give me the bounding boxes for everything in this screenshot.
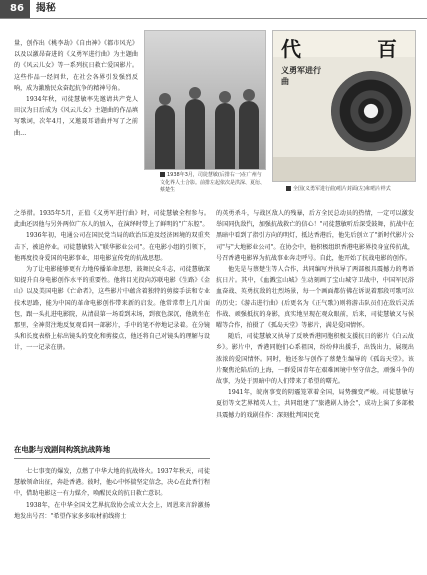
paragraph: 随后，司徒慧敏又执导了反映香港同胞积极支援抗日的影片《白云故乡》。影片中，香港同胞们心系祖国，纷纷伸出援手，出钱出力，展现出浓浓的爱国情怀。同时，他还参与创作了蔡楚生编导的《孤岛天堂》。该片聚焦沦陷后的上海，一群爱国青年在艰难困境中坚守信念，顽强斗争的故事，为处于黑暗中的人们带来了希望的曙光。 bbox=[216, 333, 414, 386]
section-heading: 在电影与戏剧间构筑抗战阵地 bbox=[14, 444, 210, 459]
left-after-heading-column bbox=[14, 466, 210, 522]
page-number: 86 bbox=[0, 0, 30, 18]
header-rule bbox=[0, 18, 427, 19]
person-head bbox=[159, 93, 171, 105]
page-header bbox=[0, 0, 427, 18]
paragraph: 七七事变的爆发，点燃了中华大地的抗战烽火。1937年秋天，司徒慧敏领命出征，奔赴香港。彼时，他心中怀揣坚定信念，决心在此香行程中，借助电影这一有力媒介，唤醒民众的抗日救亡意识。 bbox=[14, 468, 210, 498]
photo1-caption: 1938年3月，司徒慧敏(后排右一)在广州与文化界人士合影。前排左起依次是洪深、夏衍、蔡楚生 bbox=[160, 172, 266, 193]
left-main-column bbox=[14, 208, 210, 354]
paragraph: 他先是与蔡楚生等人合作，共同编写并执导了两部极具震撼力的粤语抗日片。其中，《血溅宝山城》生动刻画了宝山城守卫战中，中国军民浴血奋战、英勇抗敌的壮烈场景，每一个画面都仿佛在诉说着那段可歌可泣的历史；《游击进行曲》(后更名为《正气歌》)则将游击队员们在敌后灵活作战、顽强抵抗的身影，真实地呈现在观众眼前，后来，司徒慧敏又与侯曜等合作，拍摄了《孤岛天堂》等影片，满是爱国情怀。 bbox=[216, 266, 414, 330]
paragraph: 1938年，在中华全国文艺界抗敌协会成立大会上，周恩来言辞激扬地发出号召："希望作家多多取材前线将士 bbox=[14, 501, 210, 520]
poster-char: 代 bbox=[281, 37, 301, 61]
paragraph: 之举措。1935年5月，正值《义勇军进行曲》时，司徒慧敏全程参与。此曲还因他与另外两位广东人的加入，在演绎时带上了鲜明的"广东腔"。 bbox=[14, 210, 210, 229]
person-figure bbox=[155, 105, 175, 169]
poster-title-band bbox=[273, 31, 415, 61]
person-head bbox=[189, 87, 201, 99]
record-disc bbox=[331, 71, 411, 151]
paragraph: 为了让电影能够更有力地传播革命思想，鼓舞民众斗志，司徒慧敏深知提升自身电影创作水平的重要性。他将目光投向苏联电影《生路》《金山》以及美国电影《亡命者》，这些影片中蕴含着独特的剪接手法和专业技术思路，能为中国的革命电影创作带来新的启发。他常常带上几片面包，跟一头扎进电影院，从清晨第一场看到末场，到夜色深沉，他就坐在那里，全神贯注地反复观看同一部影片，手中的笔不停地记录着。在分镜头和长度表格上标出镜头的变化和剪接点，他还将自己对镜头的理解与设计，一一记录在册。 bbox=[14, 266, 210, 352]
person-figure bbox=[185, 99, 205, 169]
left-top-column bbox=[14, 38, 138, 139]
paragraph: 量，创作出《桃李劫》《自由神》《都市风光》以及以激昂奋进的《义勇军进行曲》为主题曲的《风云儿女》等一系列抗日救亡爱国影片。这些作品一经问世，在社会各界引发强烈反响，成为激励民众奋起抗争的精神号角。 bbox=[14, 40, 138, 92]
group-photo bbox=[144, 30, 266, 170]
section-title: 揭秘 bbox=[35, 3, 56, 14]
poster-vertical-text: 义勇军进行曲 bbox=[281, 65, 321, 86]
paragraph: 1941年，皖南事变的阴霾笼罩着全国，局势骤变严峻。司徒慧敏与夏衍等文艺界精英人士，共同组建了"旅港剧人协会"，成功上演了多部极具震撼力的戏剧佳作：深刻批判国民党 bbox=[216, 389, 414, 419]
photo2-caption: 全国(义勇军进行曲)唱片封面(左)和唱片样式 bbox=[286, 186, 414, 194]
person-figure bbox=[239, 101, 259, 169]
right-column bbox=[216, 208, 414, 421]
caption-marker bbox=[160, 172, 165, 177]
person-head bbox=[219, 91, 231, 103]
record-cover-photo bbox=[272, 30, 416, 182]
person-figure bbox=[215, 103, 235, 169]
poster-bottom-band bbox=[273, 157, 415, 181]
caption-marker bbox=[286, 186, 291, 191]
person-head bbox=[243, 89, 255, 101]
poster-char: 百 bbox=[377, 37, 397, 61]
paragraph: 的英勇杀斗，与战区敌人的残暴，后方全民总动员的热情，一定可以激发举国同仇敌忾，加强抗战救亡的信心！"司徒慧敏听后深受鼓舞，抗战中在黑暗中看到了指引方向的明灯，抵达香港后，他先后创立了"新时代影片公司"与"大地影业公司"。在协会中，他积极组织香港电影界投身宣传抗战，号召香港电影界为抗战事业奔走呼号。自此，他开始了抗战电影的创作。 bbox=[216, 210, 414, 262]
paragraph: 1934年秋，司徒慧敏率先邀请共产党人田汉为日后成为《风云儿女》主题曲的作品填写歌词，次年4月，又邀聂耳谱曲并写了之前曲… bbox=[14, 96, 138, 137]
paragraph: 1936年初，电通公司在国民党当局的政治压迫及经济困境的双重夹击下，被迫停业。司徒慧敏转入"联华影业公司"。在电影小组的引领下，他再度投身爱国的电影事业，用电影宣传党的抗战思想。 bbox=[14, 232, 210, 262]
